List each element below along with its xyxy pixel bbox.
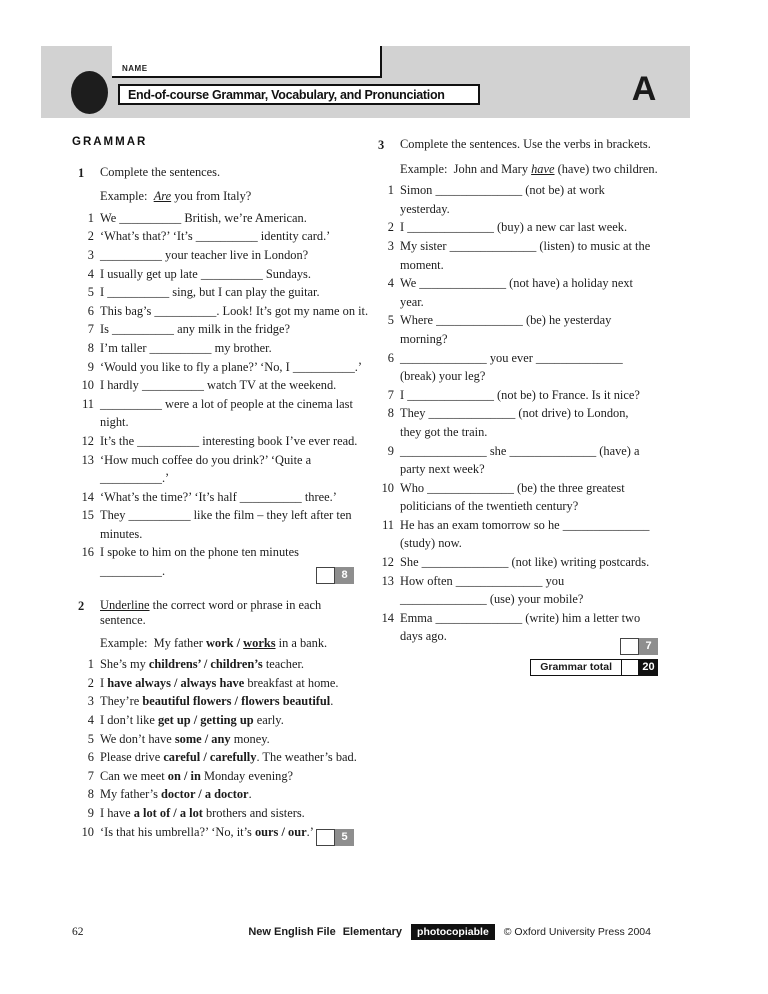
exercise-item <box>372 572 668 609</box>
item-number: 13 <box>381 573 394 588</box>
right-column <box>372 136 668 676</box>
exercise-item <box>72 506 364 543</box>
exercise-number: 1 <box>78 165 85 180</box>
item-text: ‘Would you like to fly a plane?’ ‘No, I __________.’ <box>100 359 363 374</box>
item-text: How often ______________ you ______________ (use) your mobile? <box>400 573 584 607</box>
name-label: NAME <box>122 64 148 73</box>
exercise-item <box>72 711 364 730</box>
item-text: Simon ______________ (not be) at work yesterday. <box>400 183 605 216</box>
item-number: 11 <box>382 517 394 532</box>
item-text: I hardly __________ watch TV at the weekend. <box>100 378 337 393</box>
item-number: 1 <box>87 657 94 672</box>
item-text: I ______________ (buy) a new car last week. <box>400 220 628 235</box>
item-text: ‘Is that his umbrella?’ ‘No, it’s ours / our.’ <box>100 824 314 839</box>
exercise-item <box>72 655 364 674</box>
item-text: ‘What’s the time?’ ‘It’s half __________ three.’ <box>100 489 337 504</box>
score-input-cell[interactable] <box>316 829 335 846</box>
item-text: ‘How much coffee do you drink?’ ‘Quite a __________.’ <box>100 452 312 486</box>
exercise-item <box>372 553 668 572</box>
item-text: ‘What’s that?’ ‘It’s __________ identity card.’ <box>100 229 331 244</box>
item-number: 6 <box>87 303 94 318</box>
item-number: 10 <box>381 480 394 495</box>
exercise-item <box>72 674 364 693</box>
item-text: __________ your teacher live in London? <box>100 247 309 262</box>
item-number: 9 <box>387 443 394 458</box>
exercise-items <box>72 655 364 841</box>
item-text: Who ______________ (be) the three greatest politicians of the twentieth century? <box>400 480 625 514</box>
item-number: 6 <box>387 350 394 365</box>
item-text: I have a lot of / a lot brothers and sisters. <box>100 806 305 820</box>
item-text: He has an exam tomorrow so he ______________ (study) now. <box>400 517 650 551</box>
footer <box>72 924 651 940</box>
item-text: I don’t like get up / getting up early. <box>100 713 284 728</box>
grammar-total-label: Grammar total <box>530 659 622 676</box>
item-text: I’m taller __________ my brother. <box>100 340 272 355</box>
exercise-item <box>72 227 364 246</box>
score-max-cell: 5 <box>335 829 354 846</box>
exercise-instruction: Underline the correct word or phrase in each sentence. <box>100 597 322 628</box>
item-text: ______________ you ever ______________ (break) your leg? <box>400 350 623 384</box>
exercise-item <box>72 451 364 488</box>
item-text: We don’t have some / any money. <box>100 731 270 746</box>
item-number: 11 <box>82 396 94 411</box>
exercise-item <box>372 237 668 274</box>
item-text: We ______________ (not have) a holiday next year. <box>400 276 633 309</box>
name-field[interactable] <box>112 46 382 78</box>
item-number: 7 <box>87 768 94 783</box>
exercise-2 <box>72 597 364 846</box>
item-number: 14 <box>381 610 394 625</box>
item-number: 6 <box>87 750 94 765</box>
exercise-item <box>72 395 364 432</box>
item-number: 8 <box>87 787 94 802</box>
score-max-cell: 8 <box>335 567 354 584</box>
item-text: Emma ______________ (write) him a letter two days ago. <box>400 610 641 644</box>
item-number: 12 <box>81 433 94 448</box>
exercise-number: 2 <box>78 598 85 613</box>
score-input-cell[interactable] <box>622 659 639 676</box>
item-text: I ______________ (not be) to France. Is it nice? <box>400 387 640 402</box>
exercise-instruction: Complete the sentences. Use the verbs in brackets. <box>400 137 651 151</box>
item-text: Where ______________ (be) he yesterday morning? <box>400 313 612 346</box>
item-text: It’s the __________ interesting book I’ve ever read. <box>100 433 358 448</box>
page-number: 62 <box>72 926 84 938</box>
grammar-total-max-cell: 20 <box>639 659 658 676</box>
exercise-item <box>372 181 668 218</box>
item-number: 9 <box>87 359 94 374</box>
item-number: 8 <box>387 406 394 421</box>
grammar-section-heading: GRAMMAR <box>72 136 148 148</box>
exercise-example: Example: My father work / works in a bank. <box>100 635 328 650</box>
photocopiable-badge: photocopiable <box>411 924 495 940</box>
item-number: 2 <box>387 220 394 235</box>
exercise-item <box>72 748 364 767</box>
exercise-item <box>72 339 364 358</box>
item-number: 13 <box>81 452 94 467</box>
exercise-instruction: Complete the sentences. <box>100 164 221 179</box>
item-number: 3 <box>87 694 94 709</box>
exercise-items <box>72 209 369 581</box>
item-text: They __________ like the film – they left after ten minutes. <box>100 508 352 541</box>
item-text: Is __________ any milk in the fridge? <box>100 322 290 337</box>
item-number: 12 <box>381 555 394 570</box>
exercise-item <box>372 274 668 311</box>
item-text: We __________ British, we’re American. <box>100 210 307 225</box>
item-number: 3 <box>87 247 94 262</box>
exercise-item <box>72 785 364 804</box>
item-number: 7 <box>87 322 94 337</box>
exercise-item <box>72 246 364 265</box>
grammar-total-box <box>372 659 658 676</box>
item-number: 9 <box>87 806 94 820</box>
item-text: __________ were a lot of people at the cinema last night. <box>100 396 353 430</box>
item-text: ______________ she ______________ (have) a party next week? <box>400 443 640 477</box>
item-text: Can we meet on / in Monday evening? <box>100 768 294 783</box>
item-text: I have always / always have breakfast at home. <box>100 675 339 690</box>
exercise-item <box>72 432 364 451</box>
exercise-item <box>72 320 364 339</box>
item-number: 10 <box>81 378 94 393</box>
exercise-item <box>72 767 364 786</box>
footer-copyright: © Oxford University Press 2004 <box>503 926 651 938</box>
item-number: 5 <box>87 731 94 746</box>
exercise-item <box>72 730 364 749</box>
item-number: 10 <box>81 824 94 839</box>
item-number: 7 <box>387 387 394 402</box>
item-number: 1 <box>387 183 394 198</box>
exercise-3 <box>372 136 668 654</box>
item-number: 8 <box>87 340 94 355</box>
item-text: They’re beautiful flowers / flowers beautiful. <box>100 694 334 709</box>
exercise-item <box>372 349 668 386</box>
exercise-item <box>72 358 364 377</box>
item-text: My sister ______________ (listen) to music at the moment. <box>400 238 651 272</box>
exercise-item <box>72 692 364 711</box>
worksheet-title: End-of-course Grammar, Vocabulary, and Pronunciation <box>118 84 480 105</box>
item-number: 5 <box>387 313 394 328</box>
item-number: 15 <box>81 508 94 523</box>
item-text: I spoke to him on the phone ten minutes __________. <box>100 545 299 579</box>
exercise-example: Example: Are you from Italy? <box>100 189 252 204</box>
item-number: 1 <box>87 210 94 225</box>
item-text: This bag’s __________. Look! It’s got my name on it. <box>100 303 369 318</box>
exercise-item <box>372 442 668 479</box>
exercise-item <box>372 386 668 405</box>
exercise-item <box>72 302 369 321</box>
exercise-item <box>372 404 668 441</box>
item-number: 3 <box>387 238 394 253</box>
item-number: 14 <box>81 489 94 504</box>
exercise-item <box>72 488 364 507</box>
exercise-example: Example: John and Mary have (have) two children. <box>400 161 658 176</box>
exercise-item <box>372 479 668 516</box>
exercise-items <box>372 181 668 646</box>
item-number: 2 <box>87 675 94 690</box>
item-text: She’s my childrens’ / children’s teacher. <box>100 657 304 672</box>
score-input-cell[interactable] <box>316 567 335 584</box>
exercise-item <box>372 311 668 348</box>
exercise-item <box>72 804 364 823</box>
item-text: I __________ sing, but I can play the guitar. <box>100 285 320 300</box>
item-text: My father’s doctor / a doctor. <box>100 787 252 802</box>
footer-series: New English File <box>248 926 336 938</box>
exercise-item <box>72 283 364 302</box>
item-number: 4 <box>87 713 94 728</box>
item-text: Please drive careful / carefully. The weather’s bad. <box>100 750 357 765</box>
exercise-item <box>72 265 364 284</box>
exercise-number: 3 <box>378 138 385 152</box>
item-number: 2 <box>87 229 94 244</box>
item-number: 4 <box>87 266 94 281</box>
exercise-item <box>72 376 364 395</box>
score-max-cell: 7 <box>639 638 658 655</box>
item-text: She ______________ (not like) writing postcards. <box>400 555 650 570</box>
exercise-1 <box>72 164 369 583</box>
exercise-item <box>372 218 668 237</box>
item-number: 5 <box>87 285 94 300</box>
left-column <box>72 133 369 845</box>
exercise-item <box>372 516 668 553</box>
logo-circle-icon <box>71 71 108 114</box>
exercise-item <box>72 209 364 228</box>
item-text: I usually get up late __________ Sundays. <box>100 266 311 281</box>
footer-level: Elementary <box>342 926 403 938</box>
score-input-cell[interactable] <box>620 638 639 655</box>
test-version-letter: A <box>631 70 657 108</box>
item-number: 16 <box>81 545 94 560</box>
item-text: They ______________ (not drive) to London, they got the train. <box>400 406 629 439</box>
item-number: 4 <box>387 276 394 291</box>
